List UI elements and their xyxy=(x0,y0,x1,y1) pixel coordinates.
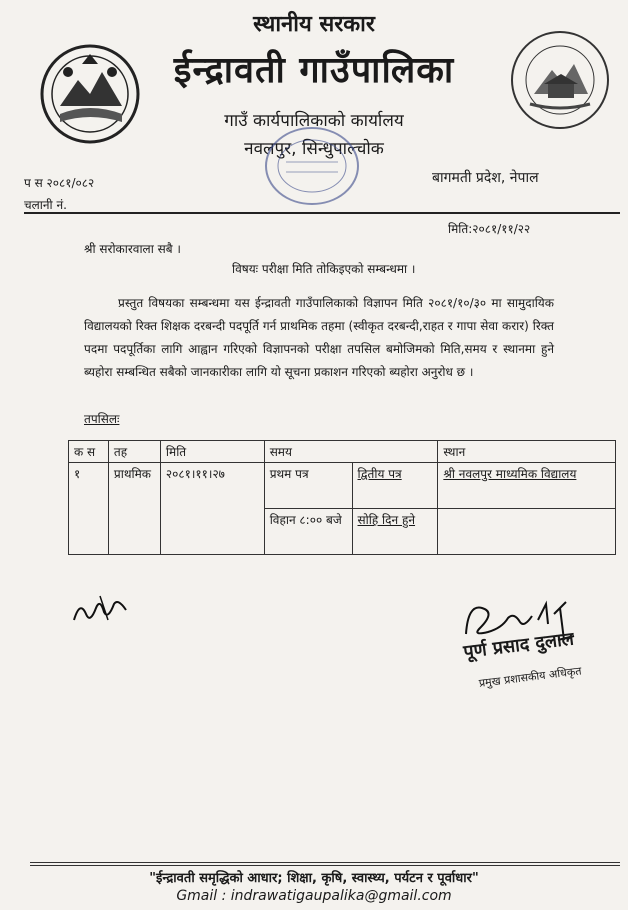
cell-date: २०८१।११।२७ xyxy=(160,463,264,555)
reference-number: प स २०८१/०८२ xyxy=(24,176,95,190)
header-time: समय xyxy=(264,441,438,463)
header-divider xyxy=(24,212,620,214)
footer-divider-double xyxy=(30,865,620,866)
officer-title: प्रमुख प्रशासकीय अधिकृत xyxy=(478,664,583,690)
addressee: श्री सरोकारवाला सबै । xyxy=(84,242,181,256)
officer-name: पूर्ण प्रसाद दुलाल xyxy=(462,628,576,663)
province-name: बागमती प्रदेश, नेपाल xyxy=(432,170,539,186)
cell-paper1: प्रथम पत्र xyxy=(264,463,352,509)
subject-line: विषयः परीक्षा मिति तोकिइएको सम्बन्धमा । xyxy=(232,262,416,276)
cell-level: प्राथमिक xyxy=(108,463,160,555)
footer-email: Gmail : indrawatigaupalika@gmail.com xyxy=(176,888,452,904)
body-paragraph: प्रस्तुत विषयका सम्बन्धमा यस ईन्द्रावती गाउँपालिकाको विज्ञापन मिति २०८१/१०/३० मा सामुदायिक विद्यालयको रिक्त शिक्षक दरबन्दी पदपूर्ति गर्न प्राथमिक तहमा (स्वीकृत दरबन्दी,राहत र गापा सेवा करार) रिक्त पदमा पदपूर्तिका लागि आह्वान गरिएको विज्ञापनको परीक्षा तपसिल बमोजिमको मिति,समय र स्थानमा हुने ब्यहोरा सम्बन्धित सबैको जानकारीका लागि यो सूचना प्रकाशन गरिएको ब्यहोरा अनुरोध छ । xyxy=(84,296,554,379)
exam-schedule-table xyxy=(68,440,616,555)
header-date: मिति xyxy=(160,441,264,463)
cell-venue: श्री नवलपुर माध्यमिक विद्यालय xyxy=(438,463,616,509)
footer-slogan: "ईन्द्रावती समृद्धिको आधार; शिक्षा, कृषि, स्वास्थ्य, पर्यटन र पूर्वाधार" xyxy=(149,871,479,886)
cell-time2: सोहि दिन हुने xyxy=(352,509,438,555)
header-local-government: स्थानीय सरकार xyxy=(253,12,375,37)
cell-time1: विहान ८:०० बजे xyxy=(264,509,352,555)
office-stamp-icon xyxy=(262,124,362,208)
header-municipality-name: ईन्द्रावती गाउँपालिका xyxy=(173,50,455,91)
initials-signature-icon xyxy=(70,590,130,630)
table-header-row xyxy=(69,441,616,463)
table-row xyxy=(69,463,616,509)
letter-date: मिति:२०८१/११/२२ xyxy=(448,222,531,236)
cell-venue-empty xyxy=(438,509,616,555)
header-sn: क स xyxy=(69,441,109,463)
header-address: नवलपुर, सिन्धुपाल्चोक xyxy=(244,139,384,159)
header-level: तह xyxy=(108,441,160,463)
header-office-name: गाउँ कार्यपालिकाको कार्यालय xyxy=(224,111,404,131)
cell-paper2: द्वितीय पत्र xyxy=(352,463,438,509)
footer-divider xyxy=(30,862,620,863)
details-heading: तपसिलः xyxy=(84,412,120,426)
cell-sn: १ xyxy=(69,463,109,555)
dispatch-number: चलानी नं. xyxy=(24,198,67,212)
header-venue: स्थान xyxy=(438,441,616,463)
